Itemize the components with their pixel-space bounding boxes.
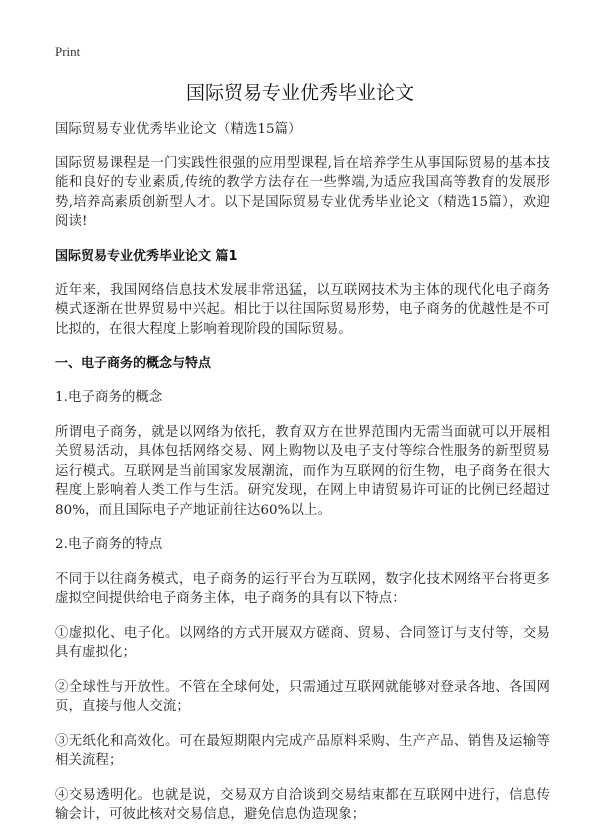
document-subtitle: 国际贸易专业优秀毕业论文（精选15篇）	[55, 122, 302, 137]
paragraph-1: 近年来，我国网络信息技术发展非常迅猛，以互联网技术为主体的现代化电子商务模式逐渐在世界贸易中兴起。相比于以往国际贸易形势，电子商务的优越性是不可比拟的，在很大程度上影响着现阶段的国际贸易。	[55, 282, 550, 337]
section-heading-1: 一、电子商务的概念与特点	[55, 356, 212, 371]
intro-paragraph: 国际贸易课程是一门实践性很强的应用型课程,旨在培养学生从事国际贸易的基本技能和良好的专业素质,传统的教学方法存在一些弊端,为适应我国高等教育的发展形势,培养高素质创新型人才。以下是国际贸易专业优秀毕业论文（精选15篇），欢迎阅读!	[55, 155, 550, 229]
article-heading: 国际贸易专业优秀毕业论文 篇1	[55, 248, 238, 264]
subheading-2: 2.电子商务的特点	[55, 537, 163, 552]
list-item-3: ③无纸化和高效化。可在最短期限内完成产品原料采购、生产产品、销售及运输等相关流程；	[55, 733, 550, 768]
list-item-4: ④交易透明化。也就是说，交易双方自洽谈到交易结束都在互联网中进行，信息传输会计，可彼此核对交易信息，避免信息伪造现象；	[55, 787, 550, 822]
list-item-2: ②全球性与开放性。不管在全球何处，只需通过互联网就能够对登录各地、各国网页，直接与他人交流；	[55, 679, 550, 714]
subheading-1: 1.电子商务的概念	[55, 390, 163, 405]
paragraph-3: 不同于以往商务模式，电子商务的运行平台为互联网，数字化技术网络平台将更多虚拟空间提供给电子商务主体，电子商务的具有以下特点：	[55, 571, 550, 606]
page-title: 国际贸易专业优秀毕业论文	[185, 82, 414, 104]
paragraph-2: 所谓电子商务，就是以网络为依托，教育双方在世界范围内无需当面就可以开展相关贸易活动，具体包括网络交易、网上购物以及电子支付等综合性服务的新型贸易运行模式。互联网是当前国家发展潮流，而作为互联网的衍生物，电子商务在很大程度上影响着人类工作与生活。研究发现，在网上申请贸易许可证的比例已经超过80%，而且国际电子产地证前往达60%以上。	[55, 424, 550, 518]
list-item-1: ①虚拟化、电子化。以网络的方式开展双方磋商、贸易、合同签订与支付等，交易具有虚拟化；	[55, 625, 550, 660]
article-body	[55, 120, 550, 840]
print-link[interactable]: Print	[55, 44, 81, 59]
